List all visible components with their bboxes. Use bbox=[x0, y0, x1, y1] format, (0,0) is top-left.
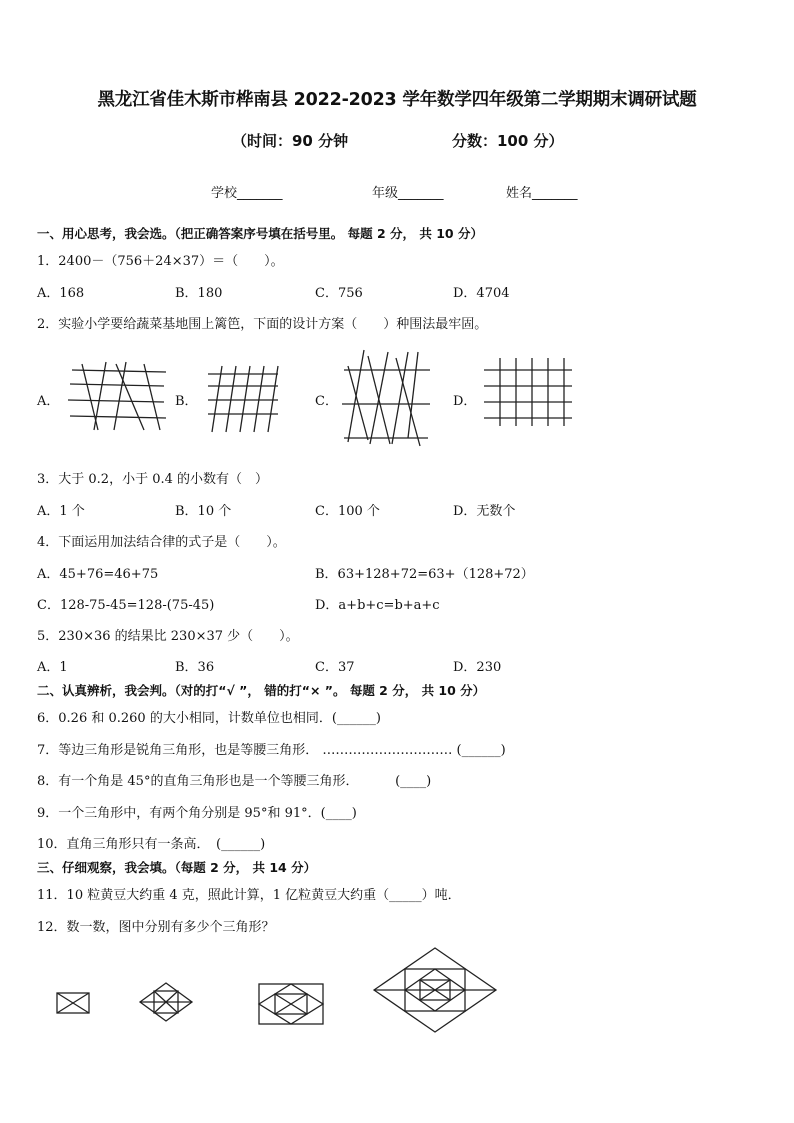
q4-option-b: B．63+128+72=63+（128+72） bbox=[315, 567, 534, 582]
q1-option-b: B．180 bbox=[175, 286, 223, 301]
fence-figure-c bbox=[338, 348, 434, 448]
triangle-figure-1 bbox=[55, 990, 91, 1016]
triangle-figure-3 bbox=[256, 981, 326, 1027]
section-3-heading: 三、仔细观察，我会填。（每题 2 分， 共 14 分） bbox=[37, 860, 317, 875]
question-3: 3．大于 0.2，小于 0.4 的小数有（ ） bbox=[37, 472, 269, 487]
q4-option-a: A．45+76=46+75 bbox=[37, 567, 159, 582]
q5-option-b: B．36 bbox=[175, 660, 215, 675]
q4-option-c: C．128-75-45=128-(75-45) bbox=[37, 598, 215, 613]
question-1: 1．2400－（756＋24×37）＝（ ）。 bbox=[37, 254, 284, 269]
triangle-figure-4 bbox=[372, 946, 498, 1034]
fence-figure-a bbox=[64, 360, 170, 435]
question-5: 5．230×36 的结果比 230×37 少（ ）。 bbox=[37, 629, 299, 644]
question-6: 6．0.26 和 0.260 的大小相同，计数单位也相同．(______) bbox=[37, 711, 381, 726]
page-title: 黑龙江省佳木斯市桦南县 2022-2023 学年数学四年级第二学期期末调研试题 bbox=[97, 90, 697, 110]
grade-field: 年级_______ bbox=[372, 186, 444, 201]
question-12: 12．数一数，图中分别有多少个三角形？ bbox=[37, 920, 275, 935]
fence-figure-d bbox=[480, 356, 576, 428]
question-10: 10．直角三角形只有一条高． (______) bbox=[37, 837, 266, 852]
fence-figure-b bbox=[204, 362, 284, 437]
q2-option-c: C． bbox=[315, 394, 338, 409]
q1-option-a: A．168 bbox=[37, 286, 85, 301]
q1-option-c: C．756 bbox=[315, 286, 363, 301]
q1-option-d: D．4704 bbox=[453, 286, 510, 301]
q3-option-a: A．1 个 bbox=[37, 504, 85, 519]
q2-option-b: B． bbox=[175, 394, 198, 409]
question-4: 4．下面运用加法结合律的式子是（ ）。 bbox=[37, 535, 286, 550]
section-1-heading: 一、用心思考，我会选。（把正确答案序号填在括号里。 每题 2 分， 共 10 分） bbox=[37, 226, 483, 241]
q5-option-c: C．37 bbox=[315, 660, 355, 675]
q4-option-d: D．a+b+c=b+a+c bbox=[315, 598, 440, 613]
q3-option-c: C．100 个 bbox=[315, 504, 380, 519]
exam-score: 分数：100 分） bbox=[452, 132, 564, 150]
triangle-figure-2 bbox=[138, 981, 194, 1023]
q2-option-a: A． bbox=[37, 394, 60, 409]
question-2: 2．实验小学要给蔬菜基地围上篱笆，下面的设计方案（ ）种围法最牢固。 bbox=[37, 317, 488, 332]
name-field: 姓名_______ bbox=[506, 186, 578, 201]
q3-option-b: B．10 个 bbox=[175, 504, 232, 519]
q3-option-d: D．无数个 bbox=[453, 504, 516, 519]
school-field: 学校_______ bbox=[211, 186, 283, 201]
exam-time: （时间：90 分钟 bbox=[232, 132, 349, 150]
q5-option-d: D．230 bbox=[453, 660, 502, 675]
section-2-heading: 二、认真辨析，我会判。（对的打“√ ”， 错的打“× ”。 每题 2 分， 共 10 分） bbox=[37, 683, 486, 698]
question-9: 9．一个三角形中，有两个角分别是 95°和 91°．(____) bbox=[37, 806, 357, 821]
question-7: 7．等边三角形是锐角三角形，也是等腰三角形． ………………………… (______) bbox=[37, 743, 506, 758]
question-11: 11．10 粒黄豆大约重 4 克，照此计算，1 亿粒黄豆大约重（_____）吨． bbox=[37, 888, 461, 903]
question-8: 8．有一个角是 45°的直角三角形也是一个等腰三角形． (____) bbox=[37, 774, 432, 789]
q5-option-a: A．1 bbox=[37, 660, 68, 675]
q2-option-d: D． bbox=[453, 394, 477, 409]
